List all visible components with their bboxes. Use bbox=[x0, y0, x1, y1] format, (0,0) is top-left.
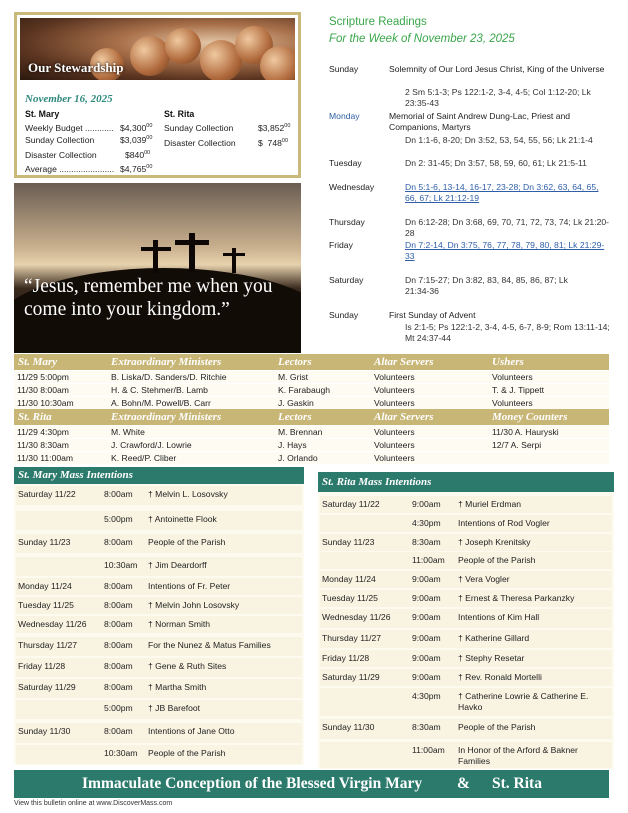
intention-intention: † Jim Deardorff bbox=[148, 560, 207, 570]
st-mary-row: Weekly Budget ............ $4,300$^{00}$ bbox=[25, 123, 153, 133]
intention-time: 9:00am bbox=[412, 633, 441, 643]
intention-row bbox=[16, 658, 302, 677]
intention-day: Sunday 11/30 bbox=[322, 722, 375, 732]
intention-intention: † Katherine Gillard bbox=[458, 633, 530, 643]
intention-intention: In Honor of the Arford & Bakner Families bbox=[458, 745, 578, 766]
three-crosses-image bbox=[14, 183, 301, 353]
intention-time: 11:00am bbox=[412, 555, 445, 565]
intention-time: 8:00am bbox=[104, 600, 133, 610]
table-row: 11/30 8:00am H. & C. Stehmer/B. Lamb K. Farabaugh Volunteers T. & J. Tippett bbox=[14, 384, 609, 397]
intention-intention: † Rev. Ronald Mortelli bbox=[458, 672, 542, 682]
intention-day: Sunday 11/30 bbox=[18, 726, 71, 736]
intention-day: Saturday 11/22 bbox=[322, 499, 380, 509]
intention-time: 9:00am bbox=[412, 574, 441, 584]
table-row: 11/30 10:30am A. Bohn/M. Powell/B. Carr J. Gaskin Volunteers Volunteers bbox=[14, 397, 609, 410]
table-header: St. Mary Extraordinary Ministers Lectors Altar Servers Ushers bbox=[14, 354, 609, 370]
intention-intention: People of the Parish bbox=[148, 748, 226, 758]
reading-feast: Solemnity of Our Lord Jesus Christ, King of the Universe bbox=[389, 64, 605, 74]
reading-day: Thursday bbox=[329, 217, 365, 227]
table-row: 11/29 4:30pm M. White M. Brennan Volunteers 11/30 A. Hauryski bbox=[14, 426, 609, 439]
reading-day: Saturday bbox=[329, 275, 364, 285]
intention-row bbox=[16, 557, 302, 576]
section-heading: St. Rita Mass Intentions bbox=[318, 472, 614, 492]
intention-row bbox=[16, 700, 302, 719]
intention-day: Friday 11/28 bbox=[322, 653, 370, 663]
intention-intention: † Melvin L. Losovsky bbox=[148, 489, 228, 499]
intention-time: 5:00pm bbox=[104, 514, 133, 524]
intention-intention: † Muriel Erdman bbox=[458, 499, 522, 509]
intention-intention: People of the Parish bbox=[458, 555, 536, 565]
intention-time: 8:00am bbox=[104, 726, 133, 736]
bulletin-url-note[interactable]: View this bulletin online at www.DiscoverMass.com bbox=[14, 800, 173, 807]
st-mary-row: Sunday Collection $3,039$^{00}$ bbox=[25, 135, 153, 145]
st-rita-heading: St. Rita bbox=[164, 109, 195, 119]
intention-time: 4:30pm bbox=[412, 691, 441, 701]
reading-link[interactable]: Dn 7:2-14, Dn 3:75, 76, 77, 78, 79, 80, 81; Lk 21:29-33 bbox=[405, 240, 605, 262]
reading-feast: First Sunday of Advent bbox=[389, 310, 476, 320]
intention-row bbox=[320, 630, 612, 648]
intention-row bbox=[320, 571, 612, 588]
intention-time: 8:00am bbox=[104, 489, 133, 499]
intention-day: Sunday 11/23 bbox=[18, 537, 71, 547]
intention-time: 10:30am bbox=[104, 560, 138, 570]
reading-citations: Dn 6:12-28; Dn 3:68, 69, 70, 71, 72, 73, 74; Lk 21:20-28 bbox=[405, 217, 610, 239]
intention-row bbox=[320, 496, 612, 513]
intention-intention: † Ernest & Theresa Parkanzky bbox=[458, 593, 575, 603]
intention-intention: † Norman Smith bbox=[148, 619, 211, 629]
intention-row bbox=[16, 679, 302, 698]
intention-time: 8:30am bbox=[412, 537, 441, 547]
table-row: 11/29 5:00pm B. Liska/D. Sanders/D. Ritchie M. Grist Volunteers Volunteers bbox=[14, 371, 609, 384]
intention-row bbox=[320, 552, 612, 569]
reading-link[interactable]: Dn 5:1-6, 13-14, 16-17, 23-28; Dn 3:62, 63, 64, 65, 66, 67; Lk 21:12-19 bbox=[405, 182, 599, 204]
intention-row bbox=[320, 590, 612, 607]
intention-row bbox=[320, 669, 612, 686]
intention-row bbox=[320, 688, 612, 716]
reading-day: Monday bbox=[329, 111, 360, 121]
intention-day: Wednesday 11/26 bbox=[18, 619, 87, 629]
st-rita-row: Disaster Collection $ $748^{00}$ bbox=[164, 138, 289, 148]
intention-intention: † Antoinette Flook bbox=[148, 514, 217, 524]
intention-time: 8:00am bbox=[104, 619, 133, 629]
intention-day: Monday 11/24 bbox=[18, 581, 72, 591]
reading-citations: Dn 7:15-27; Dn 3:82, 83, 84, 85, 86, 87; Lk 21:34-36 bbox=[405, 275, 588, 297]
intention-row bbox=[320, 609, 612, 628]
intention-row bbox=[320, 650, 612, 667]
intention-time: 4:30pm bbox=[412, 518, 441, 528]
st-mary-row: Average ....................... $4,765$^{00}$ bbox=[25, 164, 153, 174]
intention-time: 8:30am bbox=[412, 722, 441, 732]
table-header: St. Rita Extraordinary Ministers Lectors Altar Servers Money Counters bbox=[14, 409, 609, 425]
reading-day: Sunday bbox=[329, 310, 359, 320]
intention-day: Thursday 11/27 bbox=[18, 640, 78, 650]
intention-time: 8:00am bbox=[104, 682, 133, 692]
intention-intention: † Gene & Ruth Sites bbox=[148, 661, 227, 671]
intention-time: 8:00am bbox=[104, 640, 133, 650]
parish-name-right: St. Rita bbox=[492, 775, 542, 792]
intention-intention: Intentions of Kim Hall bbox=[458, 612, 540, 622]
intention-day: Saturday 11/29 bbox=[18, 682, 76, 692]
parish-name-left: Immaculate Conception of the Blessed Virgin Mary bbox=[82, 775, 423, 792]
intention-time: 8:00am bbox=[104, 581, 133, 591]
intention-intention: † Vera Vogler bbox=[458, 574, 510, 584]
intention-intention: People of the Parish bbox=[458, 722, 536, 732]
intention-day: Tuesday 11/25 bbox=[322, 593, 378, 603]
intention-day: Saturday 11/29 bbox=[322, 672, 380, 682]
reading-day: Wednesday bbox=[329, 182, 375, 192]
intention-time: 9:00am bbox=[412, 499, 441, 509]
intention-intention: For the Nunez & Matus Families bbox=[148, 640, 271, 650]
intention-time: 9:00am bbox=[412, 612, 441, 622]
st-mary-row: Disaster Collection $\$840^{00}$ bbox=[25, 150, 151, 160]
intention-intention: † Joseph Krenitsky bbox=[458, 537, 531, 547]
parish-footer-banner bbox=[14, 770, 609, 798]
stewardship-date: November 16, 2025 bbox=[25, 93, 113, 105]
intention-day: Friday 11/28 bbox=[18, 661, 66, 671]
intention-row bbox=[16, 578, 302, 595]
stewardship-box bbox=[14, 12, 301, 178]
intention-row bbox=[16, 745, 302, 764]
intention-time: 9:00am bbox=[412, 672, 441, 682]
intention-row bbox=[16, 637, 302, 656]
intention-row bbox=[320, 534, 612, 551]
intention-row bbox=[320, 719, 612, 739]
intention-time: 9:00am bbox=[412, 653, 441, 663]
intention-row bbox=[16, 486, 302, 505]
intention-day: Sunday 11/23 bbox=[322, 537, 375, 547]
intention-row bbox=[320, 515, 612, 532]
intention-intention: † Martha Smith bbox=[148, 682, 207, 692]
intention-time: 9:00am bbox=[412, 593, 441, 603]
intention-row bbox=[16, 597, 302, 614]
intention-row bbox=[16, 511, 302, 530]
intention-row bbox=[16, 723, 302, 743]
reading-feast: Memorial of Saint Andrew Dung-Lac, Priest and Companions, Martyrs bbox=[389, 111, 571, 133]
reading-citations: Dn 2: 31-45; Dn 3:57, 58, 59, 60, 61; Lk 21:5-11 bbox=[405, 158, 587, 168]
intention-intention: † Melvin John Losovsky bbox=[148, 600, 240, 610]
intention-day: Saturday 11/22 bbox=[18, 489, 76, 499]
intention-row bbox=[16, 534, 302, 553]
scripture-title: Scripture Readings bbox=[329, 16, 427, 28]
scripture-subtitle: For the Week of November 23, 2025 bbox=[329, 33, 515, 45]
reading-citations: Dn 1:1-6, 8-20; Dn 3:52, 53, 54, 55, 56; Lk 21:1-4 bbox=[405, 135, 593, 145]
intention-intention: Intentions of Rod Vogler bbox=[458, 518, 550, 528]
reading-citations: 2 Sm 5:1-3; Ps 122:1-2, 3-4, 4-5; Col 1:12-20; Lk 23:35-43 bbox=[405, 87, 591, 109]
quote-text: “Jesus, remember me when you come into your kingdom.” bbox=[24, 276, 273, 320]
intention-day: Monday 11/24 bbox=[322, 574, 376, 584]
table-row: 11/30 8:30am J. Crawford/J. Lowrie J. Hays Volunteers 12/7 A. Serpi bbox=[14, 439, 609, 452]
section-heading: St. Mary Mass Intentions bbox=[14, 467, 304, 484]
intention-time: 11:00am bbox=[412, 745, 445, 755]
intention-day: Thursday 11/27 bbox=[322, 633, 382, 643]
reading-day: Friday bbox=[329, 240, 353, 250]
intention-intention: † Catherine Lowrie & Catherine E. Havko bbox=[458, 691, 589, 712]
intention-intention: People of the Parish bbox=[148, 537, 226, 547]
intention-intention: Intentions of Fr. Peter bbox=[148, 581, 231, 591]
coins-banner-image bbox=[20, 18, 295, 80]
reading-day: Sunday bbox=[329, 64, 359, 74]
intention-row bbox=[16, 616, 302, 633]
reading-day: Tuesday bbox=[329, 158, 362, 168]
intention-time: 5:00pm bbox=[104, 703, 133, 713]
reading-citations: Is 2:1-5; Ps 122:1-2, 3-4, 4-5, 6-7, 8-9; Rom 13:11-14; Mt 24:37-44 bbox=[405, 322, 610, 344]
intention-row bbox=[320, 742, 612, 768]
intention-day: Tuesday 11/25 bbox=[18, 600, 74, 610]
stewardship-title: Our Stewardship bbox=[28, 60, 124, 75]
intention-time: 8:00am bbox=[104, 537, 133, 547]
st-mary-heading: St. Mary bbox=[25, 109, 60, 119]
st-rita-row: Sunday Collection $3,852$^{00}$ bbox=[164, 123, 291, 133]
intention-time: 8:00am bbox=[104, 661, 133, 671]
intention-day: Wednesday 11/26 bbox=[322, 612, 391, 622]
intention-intention: Intentions of Jane Otto bbox=[148, 726, 235, 736]
intention-intention: † Stephy Resetar bbox=[458, 653, 525, 663]
intention-time: 10:30am bbox=[104, 748, 138, 758]
intention-intention: † JB Barefoot bbox=[148, 703, 201, 713]
table-row: 11/30 11:00am K. Reed/P. Cliber J. Orlando Volunteers bbox=[14, 452, 609, 465]
ampersand: & bbox=[457, 775, 470, 792]
